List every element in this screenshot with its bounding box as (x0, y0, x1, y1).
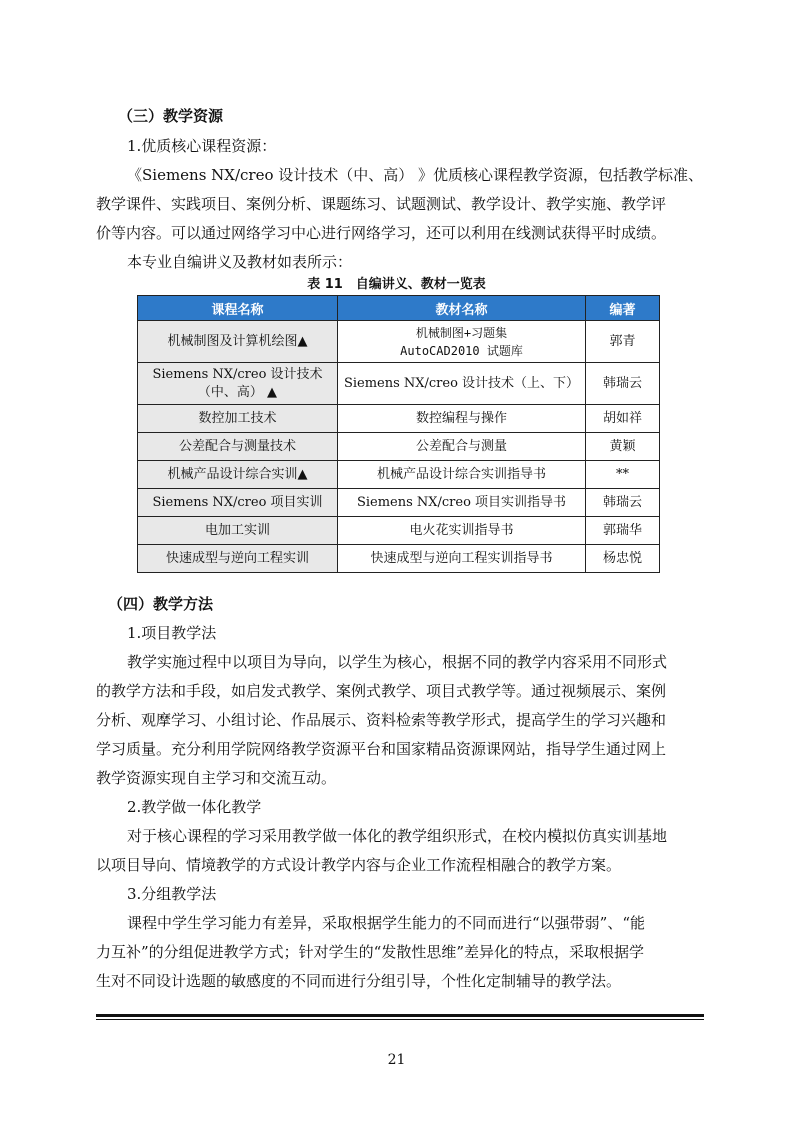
table-row (138, 545, 660, 573)
textbook-table (137, 295, 660, 573)
cell-course: 机械制图及计算机绘图▲ (138, 321, 338, 363)
cell-author: 韩瑞云 (586, 489, 660, 517)
table-header-row (138, 296, 660, 321)
table-row (138, 433, 660, 461)
paragraph-line: 课程中学生学习能力有差异，采取根据学生能力的不同而进行“以强带弱”、“能 (127, 914, 646, 932)
footer-divider-thick (96, 1014, 704, 1017)
cell-author: 郭瑞华 (586, 517, 660, 545)
cell-textbook-line: 机械制图+习题集 (415, 325, 508, 340)
item-title-core-course-resources: 1.优质核心课程资源： (127, 137, 277, 155)
cell-textbook: 公差配合与测量 (338, 433, 586, 461)
table-row (138, 461, 660, 489)
cell-textbook: Siemens NX/creo 项目实训指导书 (338, 489, 586, 517)
method-title-integrated: 2.教学做一体化教学 (127, 798, 262, 816)
header-textbook-name: 教材名称 (338, 296, 586, 321)
cell-textbook: 电火花实训指导书 (338, 517, 586, 545)
cell-course-line: Siemens NX/creo 设计技术 (152, 366, 323, 382)
page-number: 21 (387, 1052, 406, 1068)
paragraph-line: 《Siemens NX/creo 设计技术（中、高） 》优质核心课程教学资源，包括教学标准、 (127, 166, 704, 184)
cell-course: 公差配合与测量技术 (138, 433, 338, 461)
section-heading-teaching-resources: （三）教学资源 (118, 107, 224, 125)
cell-course: 数控加工技术 (138, 405, 338, 433)
table-intro-text: 本专业自编讲义及教材如表所示： (127, 253, 353, 271)
cell-author: 胡如祥 (586, 405, 660, 433)
cell-author: ** (586, 461, 660, 489)
cell-textbook: 数控编程与操作 (338, 405, 586, 433)
header-author: 编著 (586, 296, 660, 321)
paragraph-line: 教学实施过程中以项目为导向，以学生为核心，根据不同的教学内容采用不同形式 (127, 653, 668, 671)
paragraph-line: 教学课件、实践项目、案例分析、课题练习、试题测试、教学设计、教学实施、教学评 (96, 195, 667, 213)
paragraph-line: 教学资源实现自主学习和交流互动。 (96, 769, 337, 787)
cell-textbook: Siemens NX/creo 设计技术（上、下） (338, 363, 586, 405)
cell-author: 杨忠悦 (586, 545, 660, 573)
cell-course: Siemens NX/creo 项目实训 (138, 489, 338, 517)
paragraph-line: 生对不同设计选题的敏感度的不同而进行分组引导，个性化定制辅导的教学法。 (96, 972, 622, 990)
cell-course: 机械产品设计综合实训▲ (138, 461, 338, 489)
cell-author: 郭青 (586, 321, 660, 363)
table-row (138, 489, 660, 517)
paragraph-line: 力互补”的分组促进教学方式；针对学生的“发散性思维”差异化的特点，采取根据学 (96, 943, 645, 961)
cell-course-line: （中、高） ▲ (197, 384, 278, 400)
paragraph-line: 对于核心课程的学习采用教学做一体化的教学组织形式，在校内模拟仿真实训基地 (127, 827, 668, 845)
cell-textbook: 机械产品设计综合实训指导书 (338, 461, 586, 489)
table-row (138, 363, 660, 405)
table-row (138, 321, 660, 363)
footer-divider-thin (96, 1019, 704, 1020)
table-caption: 表 11 自编讲义、教材一览表 (307, 277, 486, 292)
cell-author: 黄颖 (586, 433, 660, 461)
paragraph-line: 分析、观摩学习、小组讨论、作品展示、资料检索等教学形式，提高学生的学习兴趣和 (96, 711, 667, 729)
cell-textbook-line: AutoCAD2010 试题库 (400, 343, 523, 358)
paragraph-line: 的教学方法和手段，如启发式教学、案例式教学、项目式教学等。通过视频展示、案例 (96, 682, 667, 700)
cell-textbook: 快速成型与逆向工程实训指导书 (338, 545, 586, 573)
table-row (138, 405, 660, 433)
cell-course: 快速成型与逆向工程实训 (138, 545, 338, 573)
cell-course (138, 363, 338, 405)
header-course-name: 课程名称 (138, 296, 338, 321)
paragraph-line: 以项目导向、情境教学的方式设计教学内容与企业工作流程相融合的教学方案。 (96, 856, 622, 874)
table-row (138, 517, 660, 545)
section-heading-teaching-methods: （四）教学方法 (108, 595, 214, 613)
cell-course: 电加工实训 (138, 517, 338, 545)
method-title-project: 1.项目教学法 (127, 624, 217, 642)
paragraph-line: 学习质量。充分利用学院网络教学资源平台和国家精品资源课网站，指导学生通过网上 (96, 740, 667, 758)
cell-author: 韩瑞云 (586, 363, 660, 405)
method-title-group: 3.分组教学法 (127, 885, 217, 903)
paragraph-line: 价等内容。可以通过网络学习中心进行网络学习，还可以利用在线测试获得平时成绩。 (96, 224, 667, 242)
cell-textbook (338, 321, 586, 363)
